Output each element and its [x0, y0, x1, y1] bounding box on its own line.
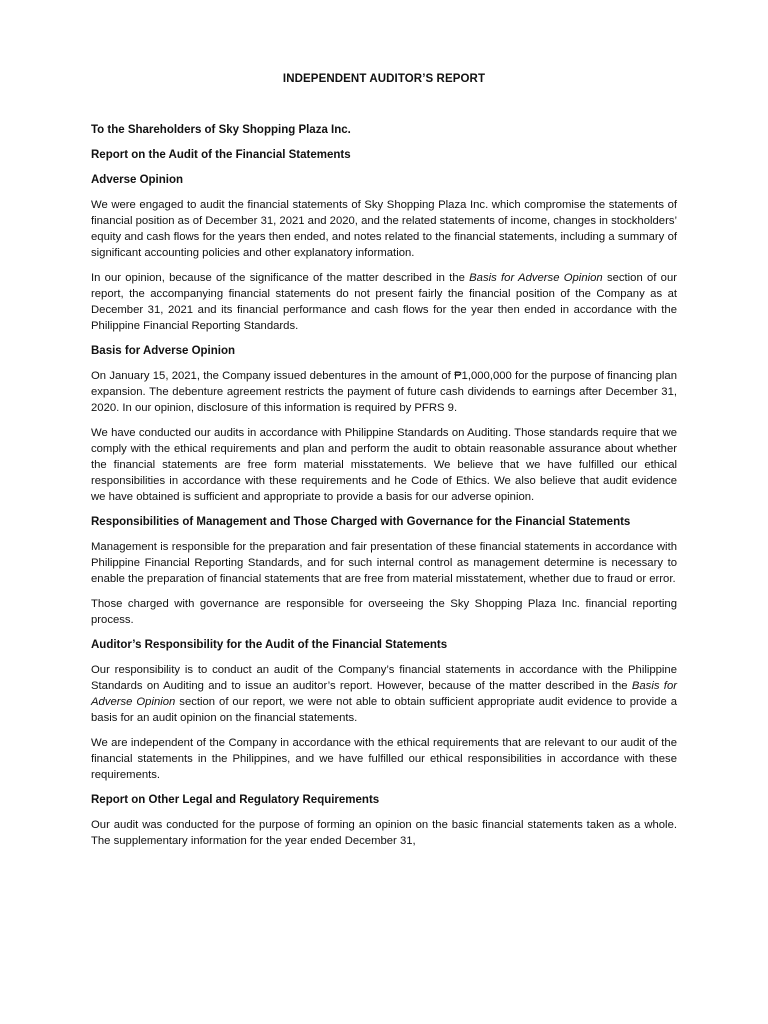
paragraph-opinion-text-1: In our opinion, because of the significance of the matter described in the	[91, 272, 470, 284]
paragraph-opinion-italic: Basis for Adverse Opinion	[469, 272, 603, 284]
addressee: To the Shareholders of Sky Shopping Plaza Inc.	[91, 124, 351, 136]
paragraph-standards: We have conducted our audits in accordance with Philippine Standards on Auditing. Those standards require that we comply with the ethical requirements and plan and perform the audit to obtain reasonable assurance about whether the financial statements are free form material misstatements. We believe that we have fulfilled our ethical responsibilities in accordance with these requirements and he Code of Ethics. We also believe that audit evidence we have obtained is sufficient and appropriate to provide a basis for our adverse opinion.	[91, 427, 677, 503]
section-heading-management: Responsibilities of Management and Those Charged with Governance for the Financial Statements	[91, 516, 631, 528]
paragraph-management: Management is responsible for the preparation and fair presentation of these financial statements in accordance with Philippine Financial Reporting Standards, and for such internal control as management determine is necessary to enable the preparation of financial statements that are free from material misstatement, whether due to fraud or error.	[91, 541, 677, 585]
paragraph-debentures: On January 15, 2021, the Company issued debentures in the amount of ₱1,000,000 for the purpose of financing plan expansion. The debenture agreement restricts the payment of future cash dividends to earnings after December 31, 2020. In our opinion, disclosure of this information is required by PFRS 9.	[91, 370, 677, 414]
section-heading-auditor: Auditor’s Responsibility for the Audit of the Financial Statements	[91, 639, 448, 651]
report-body	[91, 122, 677, 849]
paragraph-auditor-text-2: section of our report, we were not able to obtain sufficient appropriate audit evidence to provide a basis for an audit opinion on the financial statements.	[91, 696, 677, 724]
paragraph-supplementary: Our audit was conducted for the purpose of forming an opinion on the basic financial statements taken as a whole. The supplementary information for the year ended December 31,	[91, 819, 677, 847]
section-heading-adverse-opinion: Adverse Opinion	[91, 174, 184, 186]
paragraph-auditor-text-1: Our responsibility is to conduct an audit of the Company’s financial statements in accordance with the Philippine Standards on Auditing and to issue an auditor’s report. However, because of the matter described in the	[91, 664, 677, 692]
section-heading-report: Report on the Audit of the Financial Statements	[91, 149, 351, 161]
paragraph-independence: We are independent of the Company in accordance with the ethical requirements that are relevant to our audit of the financial statements in the Philippines, and we have fulfilled our ethical responsibilities in accordance with these requirements.	[91, 737, 677, 781]
paragraph-opinion-text-2: section of our report, the accompanying financial statements do not present fairly the financial position of the Company as at December 31, 2021 and its financial performance and cash flows for the year then ended in accordance with the Philippine Financial Reporting Standards.	[91, 272, 677, 332]
paragraph-auditor-italic: Basis for Adverse Opinion	[91, 680, 677, 708]
paragraph-governance: Those charged with governance are responsible for overseeing the Sky Shopping Plaza Inc. financial reporting process.	[91, 598, 677, 626]
paragraph-opinion	[91, 270, 677, 334]
paragraph-engagement: We were engaged to audit the financial statements of Sky Shopping Plaza Inc. which compromise the statements of financial position as of December 31, 2021 and 2020, and the related statements of income, changes in stockholders’ equity and cash flows for the years then ended, and notes related to the financial statements, including a summary of significant accounting policies and other explanatory information.	[91, 199, 677, 259]
paragraph-auditor-responsibility	[91, 662, 677, 726]
section-heading-basis: Basis for Adverse Opinion	[91, 345, 235, 357]
report-title: INDEPENDENT AUDITOR’S REPORT	[282, 73, 486, 85]
section-heading-other-requirements: Report on Other Legal and Regulatory Requirements	[91, 794, 380, 806]
